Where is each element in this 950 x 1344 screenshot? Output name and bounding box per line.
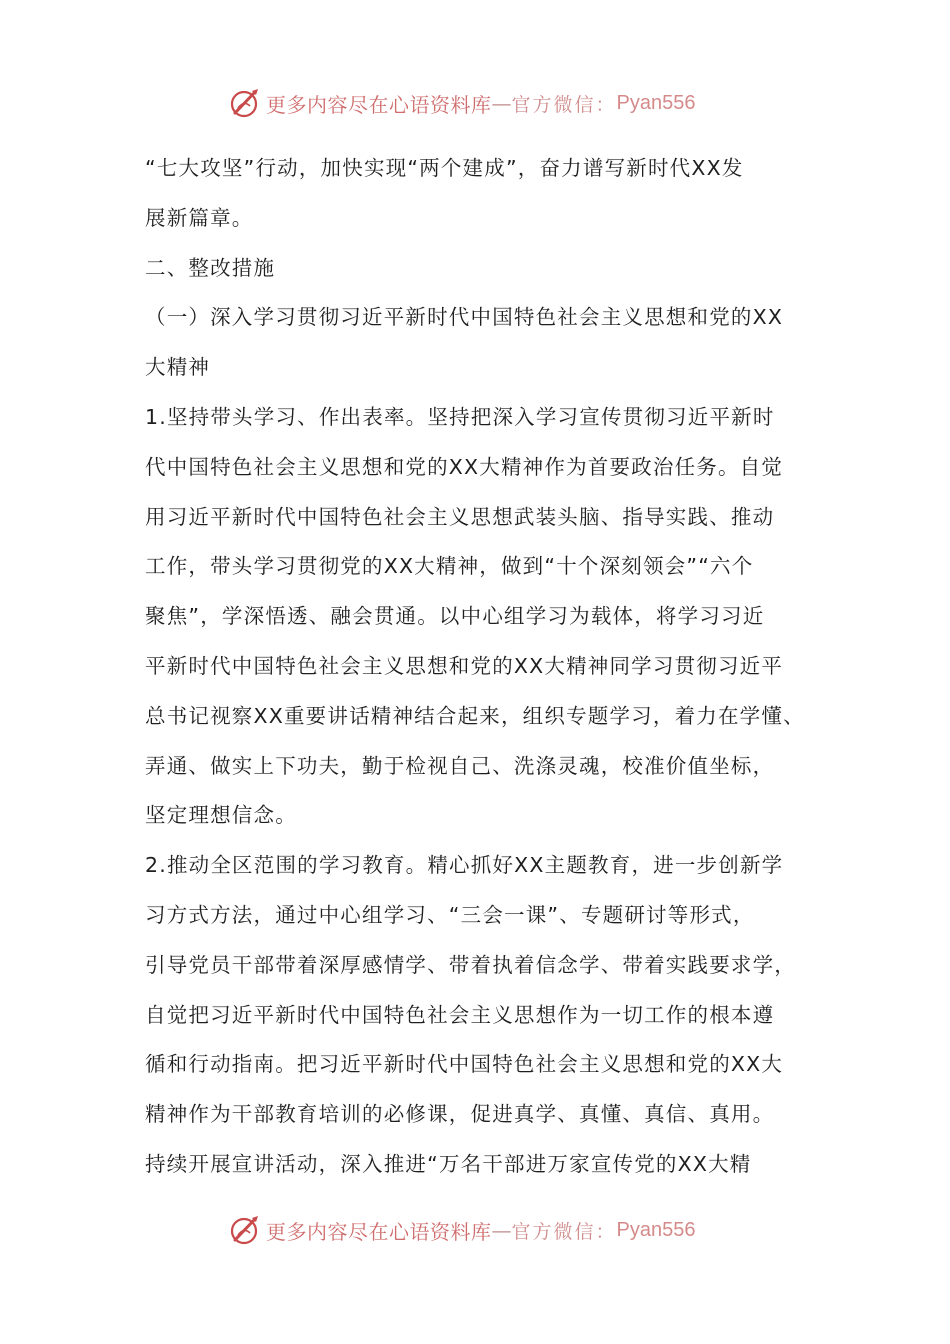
body-line: 引导党员干部带着深厚感情学、带着执着信念学、带着实践要求学， bbox=[145, 952, 796, 977]
body-line: 代中国特色社会主义思想和党的XX大精神作为首要政治任务。自觉 bbox=[145, 454, 784, 479]
subsection-heading: （一）深入学习贯彻习近平新时代中国特色社会主义思想和党的XX bbox=[145, 305, 784, 330]
body-line: 总书记视察XX重要讲话精神结合起来，组织专题学习，着力在学懂、 bbox=[145, 703, 805, 728]
body-line: 1.坚持带头学习、作出表率。坚持把深入学习宣传贯彻习近平新时 bbox=[145, 404, 775, 429]
body-line: 展新篇章。 bbox=[145, 205, 254, 230]
body-line: 习方式方法，通过中心组学习、“三会一课”、专题研讨等形式， bbox=[145, 902, 755, 927]
body-line: 平新时代中国特色社会主义思想和党的XX大精神同学习贯彻习近平 bbox=[145, 653, 784, 678]
body-line: 持续开展宣讲活动，深入推进“万名干部进万家宣传党的XX大精 bbox=[145, 1151, 752, 1176]
pen-logo-icon bbox=[228, 1213, 262, 1247]
body-line: “七大攻坚”行动，加快实现“两个建成”，奋力谱写新时代XX发 bbox=[145, 156, 744, 180]
document-body bbox=[145, 144, 825, 1190]
watermark-separator: — bbox=[491, 1218, 512, 1242]
body-line: 精神作为干部教育培训的必修课，促进真学、真懂、真信、真用。 bbox=[145, 1102, 775, 1127]
body-line: 坚定理想信念。 bbox=[145, 803, 297, 828]
watermark-wechat-label: 官方微信： bbox=[511, 93, 617, 116]
body-line: 聚焦”，学深悟透、融会贯通。以中心组学习为载体，将学习习近 bbox=[145, 604, 765, 629]
footer-watermark bbox=[228, 1213, 695, 1247]
watermark-brand: 更多内容尽在心语资料库 bbox=[266, 92, 492, 117]
watermark-brand: 更多内容尽在心语资料库 bbox=[266, 1219, 492, 1244]
watermark-wechat-id: Pyan556 bbox=[616, 1218, 696, 1241]
section-heading: 二、整改措施 bbox=[145, 255, 276, 280]
body-line: 工作，带头学习贯彻党的XX大精神，做到“十个深刻领会”“六个 bbox=[145, 554, 754, 579]
watermark-wechat-label: 官方微信： bbox=[511, 1220, 617, 1243]
watermark-wechat-id: Pyan556 bbox=[616, 91, 696, 114]
body-line: 循和行动指南。把习近平新时代中国特色社会主义思想和党的XX大 bbox=[145, 1052, 784, 1077]
header-watermark bbox=[228, 86, 695, 120]
body-line: 2.推动全区范围的学习教育。精心抓好XX主题教育，进一步创新学 bbox=[145, 853, 784, 878]
subsection-heading-cont: 大精神 bbox=[145, 355, 211, 380]
watermark-separator: — bbox=[491, 91, 512, 115]
body-line: 用习近平新时代中国特色社会主义思想武装头脑、指导实践、推动 bbox=[145, 504, 775, 529]
body-line: 自觉把习近平新时代中国特色社会主义思想作为一切工作的根本遵 bbox=[145, 1002, 775, 1027]
body-line: 弄通、做实上下功夫，勤于检视自己、洗涤灵魂，校准价值坐标， bbox=[145, 753, 775, 778]
pen-logo-icon bbox=[228, 86, 262, 120]
